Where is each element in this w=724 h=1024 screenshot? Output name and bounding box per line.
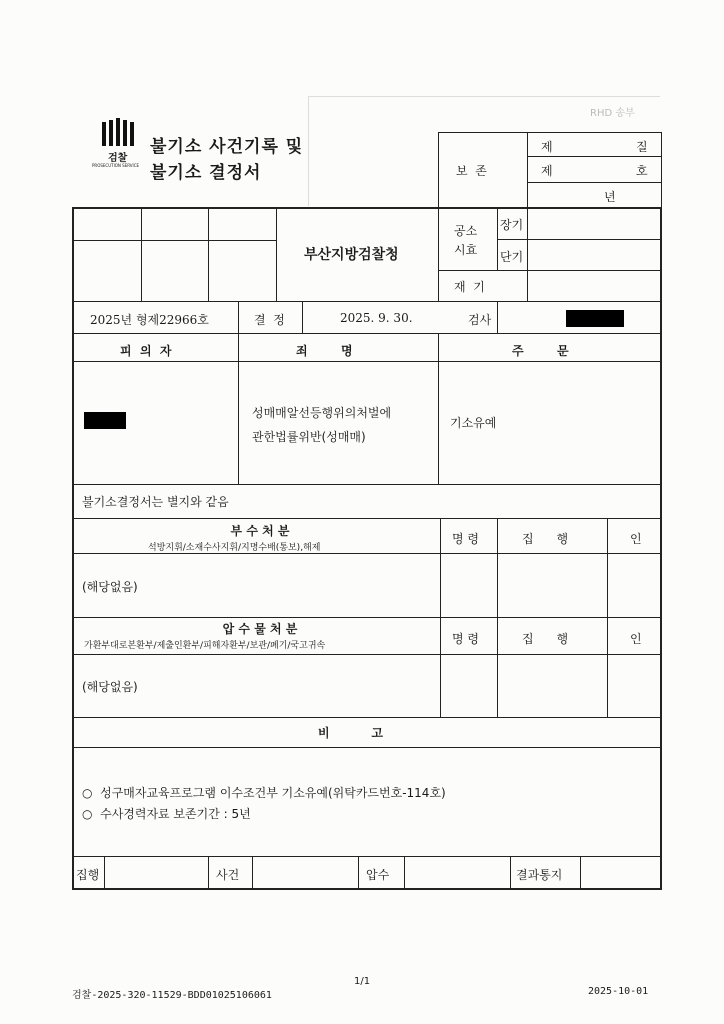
suspect-header: 피 의 자 bbox=[120, 344, 172, 358]
prosecutor-label: 검사 bbox=[468, 313, 492, 327]
charge-line2: 관한법률위반(성매매) bbox=[252, 430, 366, 444]
ancillary-person: 인 bbox=[630, 532, 642, 546]
footer-exec-label: 집행 bbox=[76, 868, 100, 882]
faint-stamp: RHD 송부 bbox=[590, 108, 635, 119]
seized-command: 명 령 bbox=[452, 632, 479, 646]
seized-person: 인 bbox=[630, 632, 642, 646]
remarks-title: 비 고 bbox=[318, 726, 383, 740]
prosecutor-name-redacted bbox=[566, 310, 624, 327]
retention-years: 년 bbox=[604, 190, 616, 204]
decision-date: 2025. 9. 30. bbox=[340, 311, 413, 325]
document-title-line2: 불기소 결정서 bbox=[150, 163, 262, 183]
order-header: 주 문 bbox=[512, 344, 569, 358]
logo-text: 검찰 bbox=[108, 153, 128, 164]
prosecution-logo bbox=[92, 118, 144, 174]
office-name: 부산지방검찰청 bbox=[304, 247, 399, 263]
suspect-name-redacted bbox=[84, 412, 126, 429]
short-term-label: 단기 bbox=[500, 250, 524, 264]
ancillary-command: 명 령 bbox=[452, 532, 479, 546]
retention-vol-suffix: 질 bbox=[636, 140, 648, 154]
retention-no-prefix: 제 bbox=[541, 164, 553, 178]
footer-case-label: 사건 bbox=[216, 868, 240, 882]
reopen-label: 재 기 bbox=[454, 280, 485, 294]
print-date: 2025-10-01 bbox=[588, 986, 649, 997]
retention-label: 보 존 bbox=[456, 164, 487, 178]
charge-line1: 성매매알선등행위의처벌에 bbox=[252, 406, 392, 420]
document-id: 검찰-2025-320-11529-BDD01025106061 bbox=[72, 990, 272, 1001]
remarks-item-2: ○ 수사경력자료 보존기간 : 5년 bbox=[82, 807, 251, 821]
logo-bars-icon bbox=[102, 118, 138, 146]
seized-title: 압 수 물 처 분 bbox=[222, 622, 298, 636]
ancillary-subtitle: 석방지휘/소재수사지휘/지명수배(통보),해제 bbox=[148, 543, 321, 553]
decision-label: 결 정 bbox=[254, 313, 285, 327]
statute-label-1: 공소 bbox=[454, 224, 478, 238]
seized-none: (해당없음) bbox=[82, 680, 138, 694]
ancillary-none: (해당없음) bbox=[82, 580, 138, 594]
seized-subtitle: 가환부대로본환부/제출인환부/피해자환부/보관/폐기/국고귀속 bbox=[84, 641, 326, 651]
statute-label-2: 시효 bbox=[454, 243, 478, 257]
document-title-line1: 불기소 사건기록 및 bbox=[150, 137, 304, 157]
order-text: 기소유예 bbox=[450, 416, 497, 430]
logo-subtext: PROSECUTION SERVICE bbox=[92, 163, 140, 168]
charge-header: 죄 명 bbox=[296, 344, 353, 358]
remarks-item-1: ○ 성구매자교육프로그램 이수조건부 기소유예(위탁카드번호-114호) bbox=[82, 786, 446, 800]
case-number: 2025년 형제22966호 bbox=[90, 313, 209, 327]
ancillary-title: 부 수 처 분 bbox=[230, 524, 290, 538]
footer-result-label: 결과통지 bbox=[516, 868, 563, 882]
seized-execution: 집 행 bbox=[522, 632, 569, 646]
long-term-label: 장기 bbox=[500, 218, 524, 232]
ancillary-execution: 집 행 bbox=[522, 532, 569, 546]
page-number: 1/1 bbox=[354, 976, 371, 987]
retention-no-suffix: 호 bbox=[636, 164, 648, 178]
footer-seizure-label: 압수 bbox=[366, 868, 390, 882]
retention-vol-prefix: 제 bbox=[541, 140, 553, 154]
attachment-note: 불기소결정서는 별지와 같음 bbox=[82, 495, 229, 509]
